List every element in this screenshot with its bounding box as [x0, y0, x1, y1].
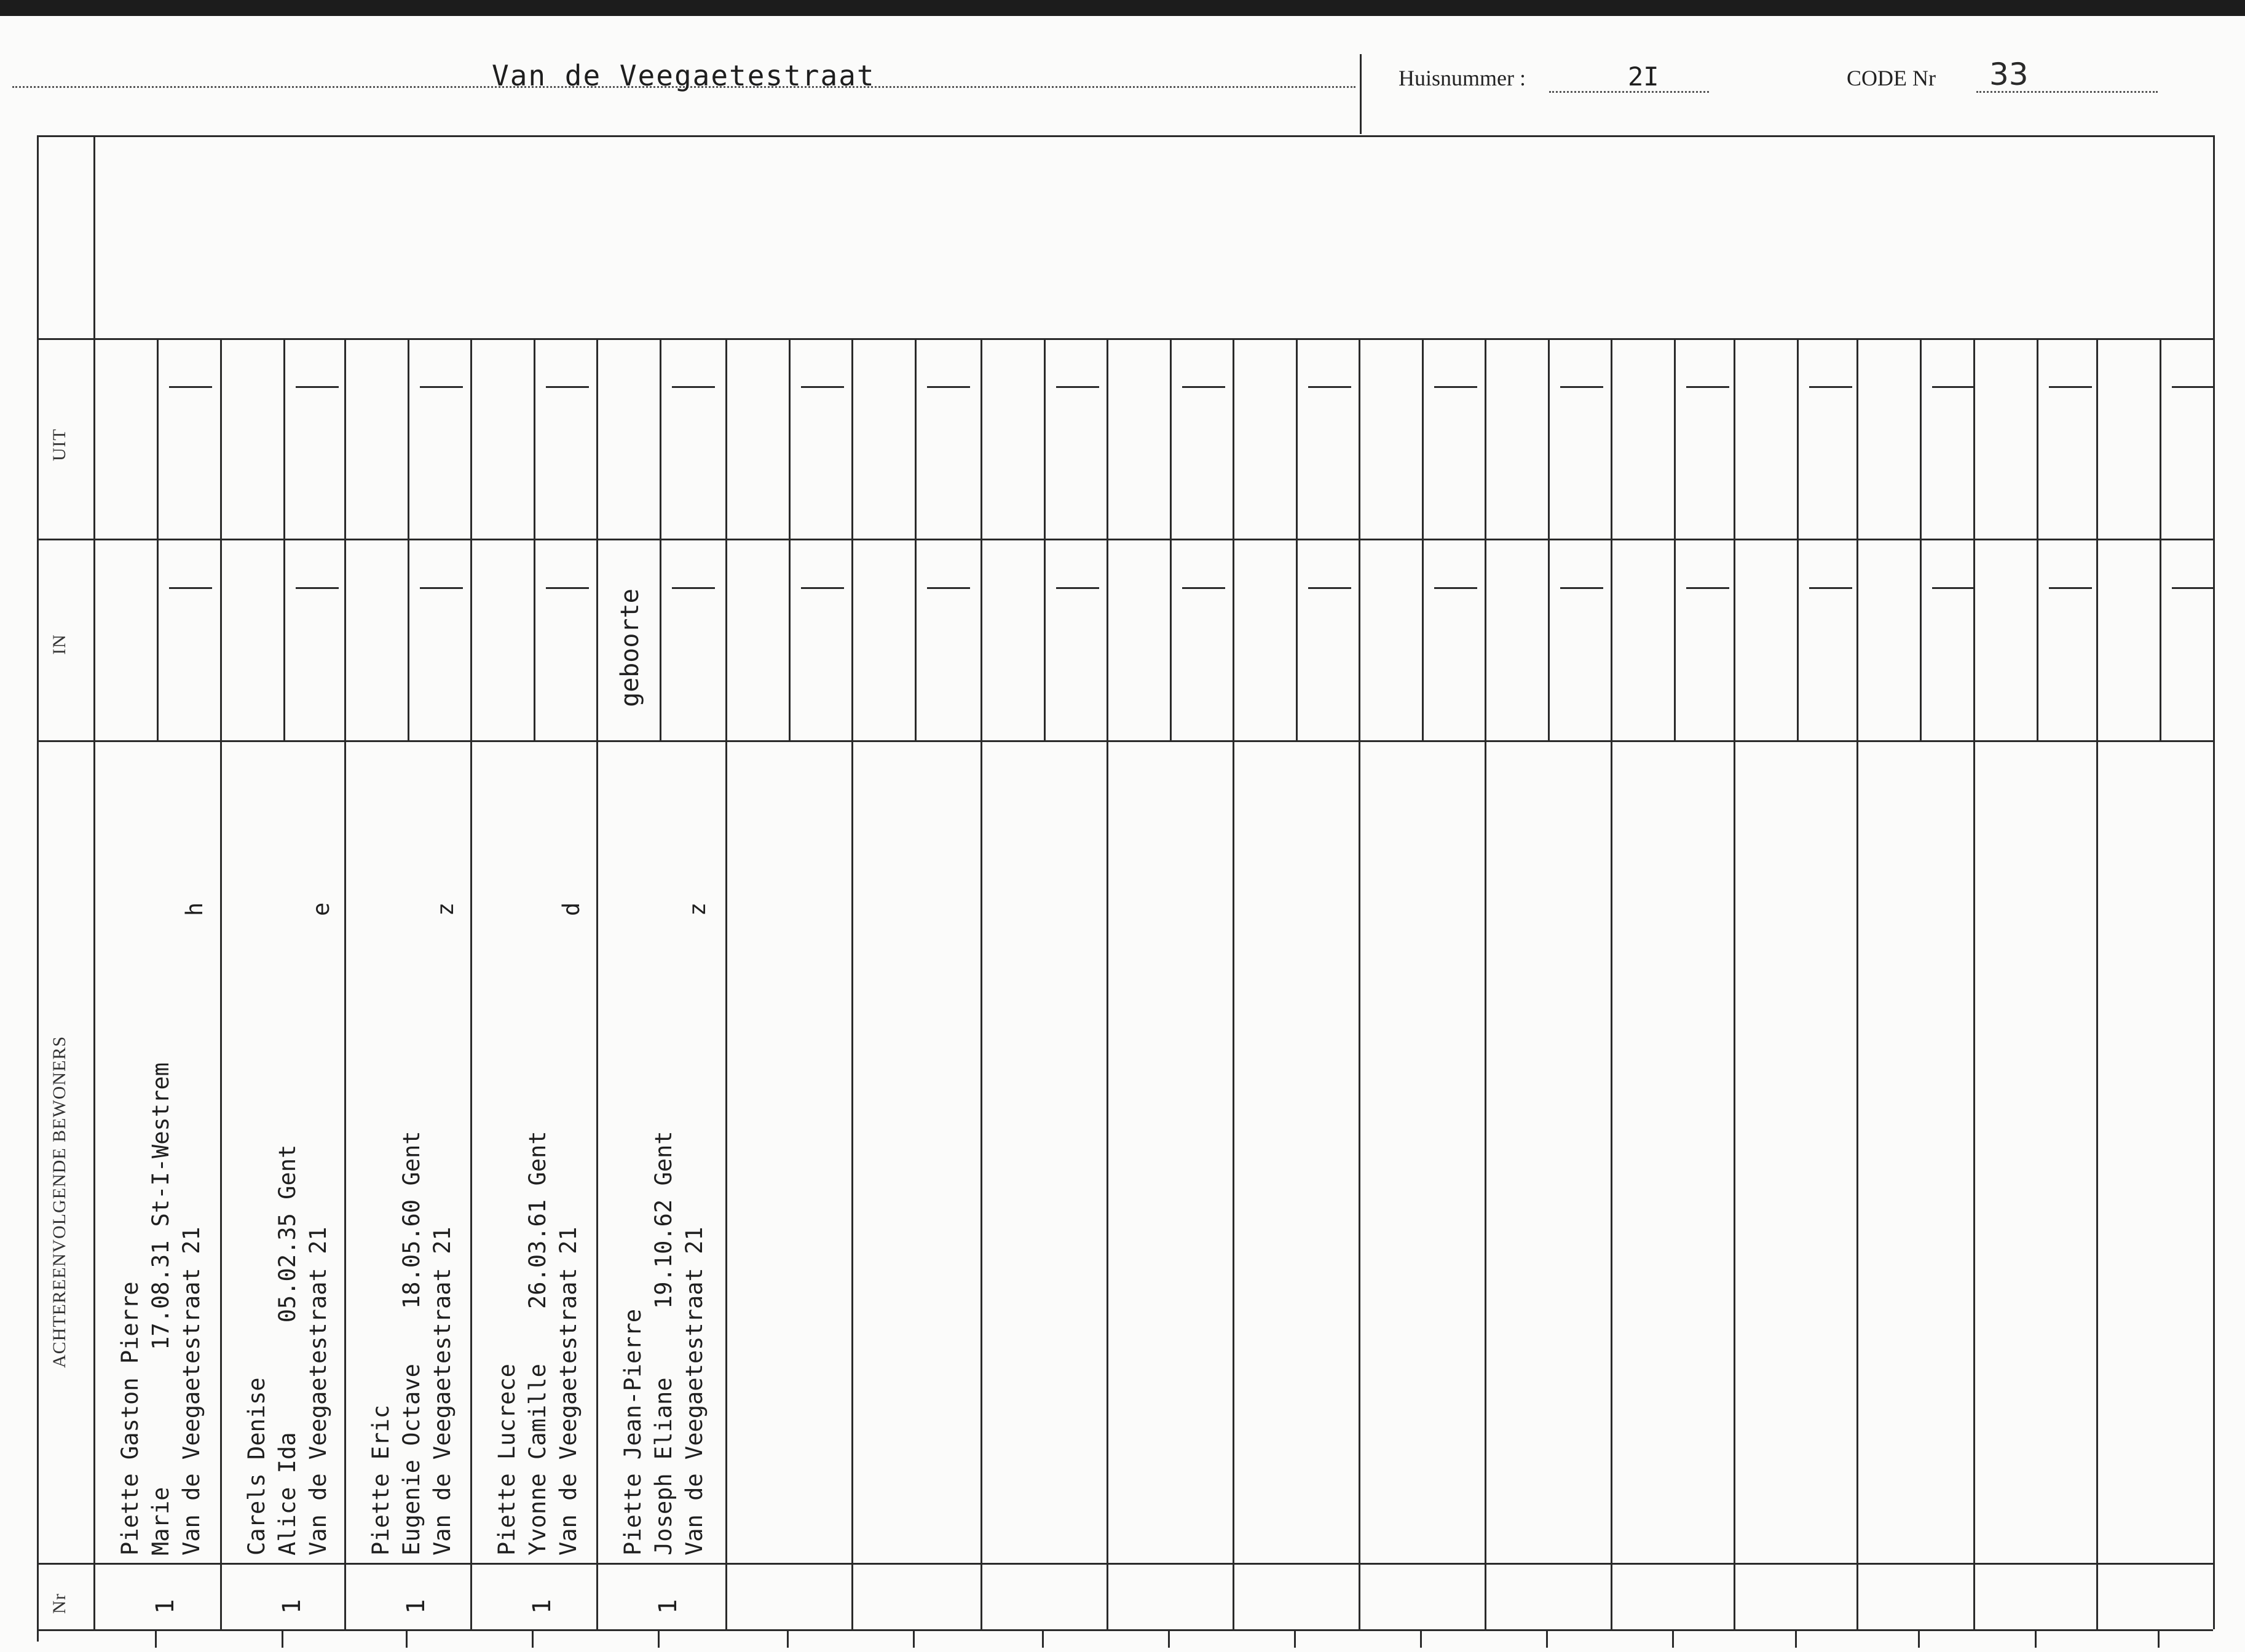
in-dash	[672, 587, 715, 589]
column-divider	[1233, 338, 1234, 1629]
entry-line2: Joseph Eliane 19.10.62 Gent	[650, 1131, 677, 1555]
in-dash	[801, 587, 844, 589]
entry-line2: Yvonne Camille 26.03.61 Gent	[524, 1131, 551, 1555]
entry-line2: Marie 17.08.31 St-I-Westrem	[148, 1062, 174, 1555]
in-uit-subdivider	[1170, 338, 1172, 740]
in-uit-subdivider	[1296, 338, 1298, 740]
entry-line1: Piette Jean-Pierre	[620, 1309, 646, 1555]
column-divider	[1973, 338, 1975, 1629]
code-value: 33	[1989, 57, 2029, 92]
entry-in-value: geboorte	[616, 588, 644, 707]
bottom-tick	[2035, 1629, 2037, 1648]
entry-nr: 1	[278, 1599, 307, 1614]
bottom-tick	[1672, 1629, 1674, 1648]
bottom-tick	[1168, 1629, 1170, 1648]
column-divider	[1107, 338, 1108, 1629]
in-dash	[1056, 587, 1099, 589]
in-uit-subdivider	[283, 338, 285, 740]
nr-row-label: Nr	[49, 1593, 69, 1614]
uit-dash	[927, 386, 970, 388]
in-dash	[1686, 587, 1729, 589]
bottom-tick	[282, 1629, 283, 1648]
entry-nr: 1	[528, 1599, 557, 1614]
column-divider	[725, 338, 727, 1629]
entry-line1: Piette Gaston Pierre	[117, 1281, 143, 1555]
entry-line3: Van de Veegaetestraat 21	[429, 1227, 456, 1555]
in-dash	[2172, 587, 2215, 589]
bottom-tick	[1918, 1629, 1920, 1648]
uit-dash	[2049, 386, 2092, 388]
column-divider	[470, 338, 472, 1629]
bewoners-top-rule	[37, 740, 2213, 742]
entry-mark: e	[308, 902, 334, 916]
in-uit-subdivider	[1044, 338, 1046, 740]
resident-entry	[618, 1131, 710, 1555]
uit-dash	[1056, 386, 1099, 388]
in-uit-subdivider	[915, 338, 917, 740]
entry-line2: Eugenie Octave 18.05.60 Gent	[398, 1131, 425, 1555]
bottom-tick	[1042, 1629, 1044, 1648]
uit-dash	[672, 386, 715, 388]
label-column-border	[93, 135, 95, 1629]
uit-dash	[169, 386, 212, 388]
uit-dash	[1434, 386, 1477, 388]
street-name: Van de Veegaetestraat	[492, 59, 875, 92]
uit-dash	[1308, 386, 1351, 388]
resident-entry	[366, 1131, 458, 1555]
header-divider	[1360, 54, 1362, 134]
resident-entry	[492, 1131, 584, 1555]
in-dash	[1932, 587, 1975, 589]
nr-top-rule	[37, 1563, 2213, 1565]
column-divider	[220, 338, 222, 1629]
in-uit-subdivider	[1797, 338, 1799, 740]
table-top-border	[37, 135, 2213, 137]
in-dash	[927, 587, 970, 589]
column-divider	[1359, 338, 1360, 1629]
column-divider	[1734, 338, 1735, 1629]
bottom-tick	[1420, 1629, 1422, 1648]
uit-dash	[1560, 386, 1603, 388]
in-dash	[1809, 587, 1852, 589]
column-divider	[596, 338, 598, 1629]
huisnummer-value: 2I	[1628, 61, 1659, 92]
entry-line1: Piette Eric	[368, 1404, 394, 1555]
column-divider	[1856, 338, 1858, 1629]
in-dash	[296, 587, 339, 589]
in-uit-subdivider	[1422, 338, 1424, 740]
in-dash	[1434, 587, 1477, 589]
entry-line1: Piette Lucrece	[494, 1364, 520, 1555]
in-uit-subdivider	[1920, 338, 1922, 740]
bottom-tick	[913, 1629, 915, 1648]
uit-dash	[1932, 386, 1975, 388]
resident-entry	[242, 1145, 334, 1555]
uit-dash	[1686, 386, 1729, 388]
bottom-tick	[1294, 1629, 1296, 1648]
bottom-tick	[787, 1629, 789, 1648]
table-right-border	[2213, 135, 2215, 1629]
in-row-label: IN	[49, 634, 69, 655]
in-uit-subdivider	[660, 338, 661, 740]
in-uit-subdivider	[2037, 338, 2038, 740]
entry-mark: h	[181, 902, 208, 916]
uit-dash	[546, 386, 589, 388]
in-uit-subdivider	[534, 338, 535, 740]
entry-line3: Van de Veegaetestraat 21	[555, 1227, 582, 1555]
entry-line2: Alice Ida 05.02.35 Gent	[274, 1144, 301, 1555]
uit-dash	[1809, 386, 1852, 388]
entry-line1: Carels Denise	[243, 1377, 270, 1555]
in-uit-subdivider	[1548, 338, 1550, 740]
entry-nr: 1	[151, 1599, 180, 1614]
scan-top-border	[0, 0, 2245, 16]
in-uit-subdivider	[157, 338, 159, 740]
in-uit-subdivider	[789, 338, 791, 740]
in-dash	[1308, 587, 1351, 589]
entry-mark: d	[558, 902, 585, 916]
bottom-tick	[155, 1629, 157, 1648]
in-top-rule	[37, 539, 2213, 540]
bottom-tick	[2158, 1629, 2160, 1648]
uit-dash	[801, 386, 844, 388]
in-dash	[420, 587, 463, 589]
uit-dash	[2172, 386, 2215, 388]
in-dash	[1182, 587, 1225, 589]
in-dash	[546, 587, 589, 589]
bottom-tick	[658, 1629, 660, 1648]
bottom-tick	[406, 1629, 408, 1648]
uit-dash	[1182, 386, 1225, 388]
table-left-border	[37, 135, 39, 1642]
entry-mark: z	[684, 902, 711, 916]
in-uit-subdivider	[408, 338, 409, 740]
nr-bottom-rule	[37, 1629, 2213, 1631]
in-dash	[169, 587, 212, 589]
entry-line3: Van de Veegaetestraat 21	[305, 1227, 331, 1555]
uit-dash	[420, 386, 463, 388]
bottom-tick	[532, 1629, 534, 1648]
entry-nr: 1	[654, 1599, 683, 1614]
column-divider	[344, 338, 346, 1629]
uit-row-label: UIT	[49, 429, 69, 461]
in-uit-subdivider	[2160, 338, 2161, 740]
uit-dash	[296, 386, 339, 388]
entry-mark: z	[432, 902, 459, 916]
resident-entry	[115, 1062, 207, 1555]
entry-nr: 1	[402, 1599, 431, 1614]
bottom-tick	[1546, 1629, 1548, 1648]
column-divider	[1485, 338, 1486, 1629]
in-dash	[2049, 587, 2092, 589]
entry-line3: Van de Veegaetestraat 21	[178, 1227, 205, 1555]
huisnummer-label: Huisnummer :	[1399, 66, 1526, 90]
column-divider	[851, 338, 853, 1629]
bottom-tick	[1795, 1629, 1797, 1648]
uit-top-rule	[37, 338, 2213, 340]
code-label: CODE Nr	[1847, 66, 1936, 90]
entry-line3: Van de Veegaetestraat 21	[681, 1227, 708, 1555]
column-divider	[980, 338, 982, 1629]
column-divider	[1611, 338, 1612, 1629]
column-divider	[2096, 338, 2098, 1629]
bewoners-row-label: ACHTEREENVOLGENDE BEWONERS	[49, 1035, 69, 1368]
in-dash	[1560, 587, 1603, 589]
in-uit-subdivider	[1674, 338, 1676, 740]
